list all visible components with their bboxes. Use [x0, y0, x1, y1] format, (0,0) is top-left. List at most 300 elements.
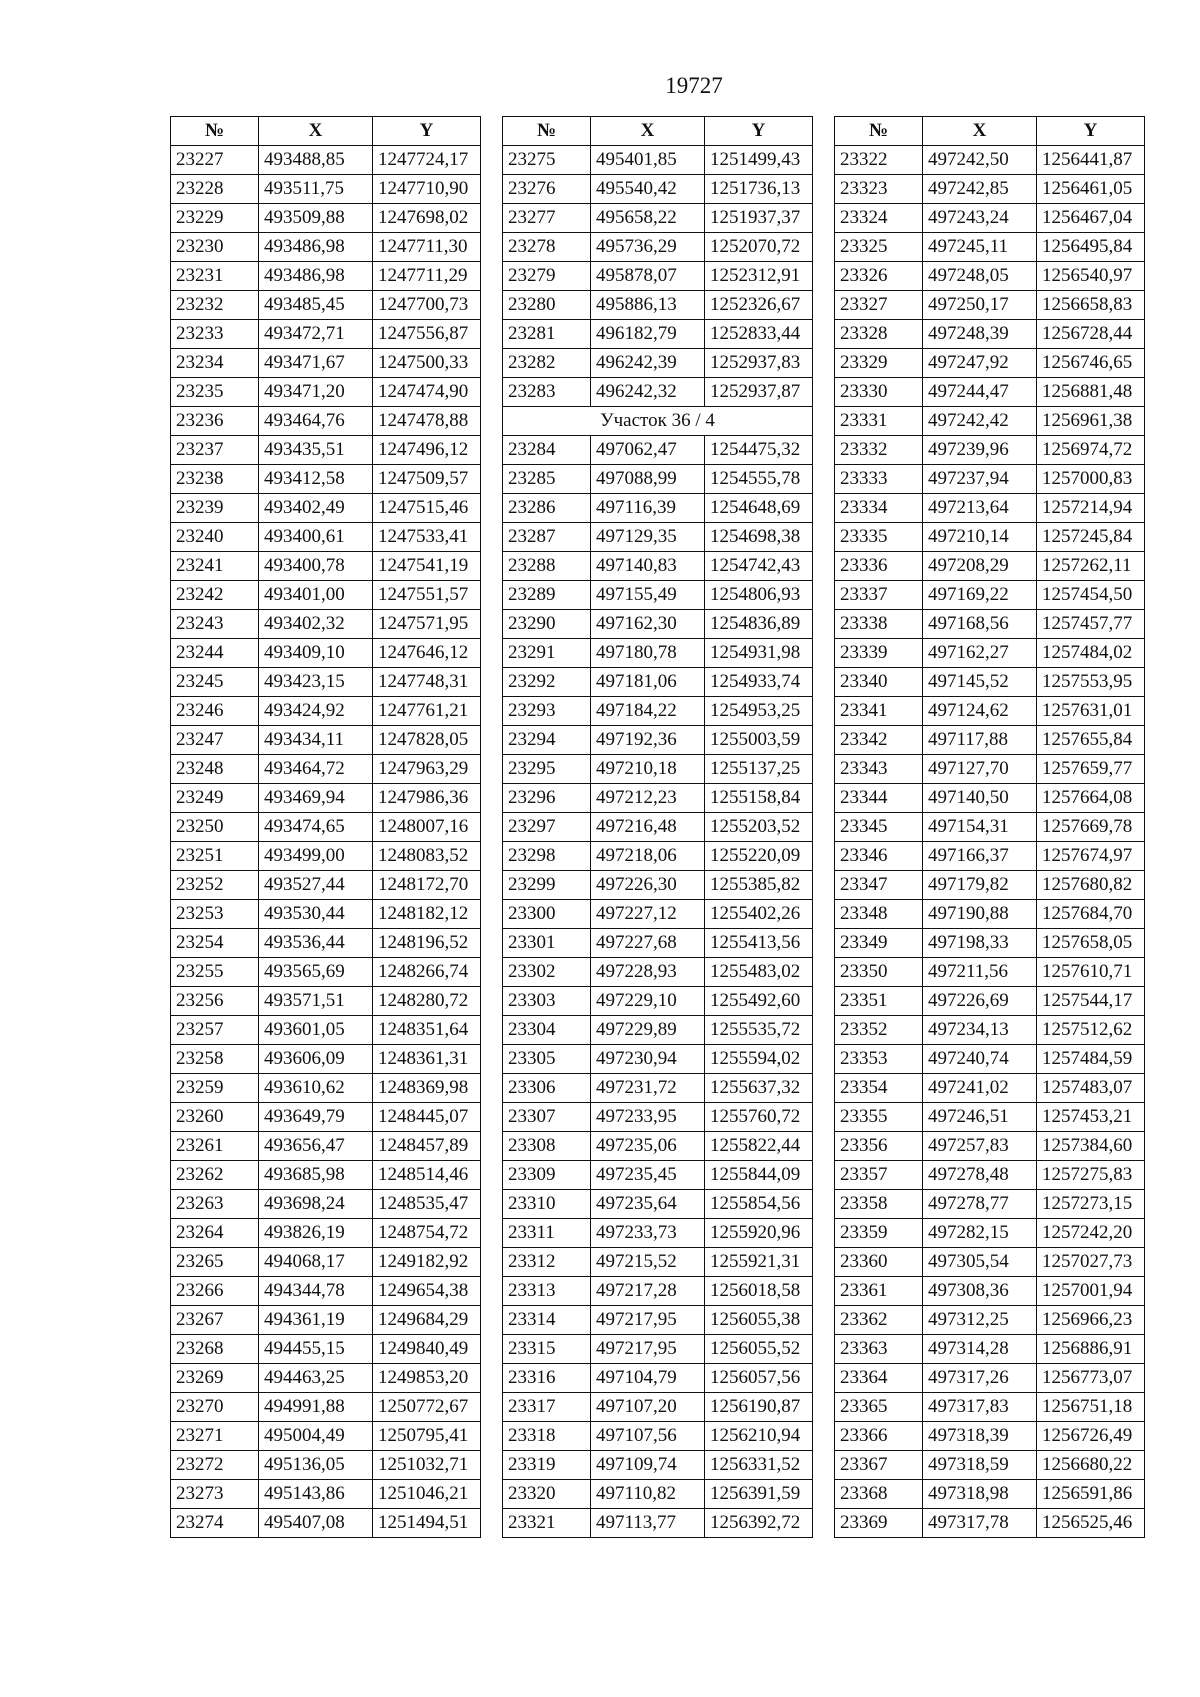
- y-coordinate-cell: 1257000,83: [1037, 465, 1145, 494]
- point-number-cell: 23281: [503, 320, 591, 349]
- table-row: [835, 1480, 1145, 1509]
- table-row: [171, 1277, 481, 1306]
- table-row: [171, 1161, 481, 1190]
- y-coordinate-cell: 1256658,83: [1037, 291, 1145, 320]
- table-row: [503, 262, 813, 291]
- y-coordinate-cell: 1255158,84: [705, 784, 813, 813]
- x-coordinate-cell: 493610,62: [259, 1074, 373, 1103]
- point-number-cell: 23244: [171, 639, 259, 668]
- y-coordinate-cell: 1251046,21: [373, 1480, 481, 1509]
- y-coordinate-cell: 1257674,97: [1037, 842, 1145, 871]
- point-number-cell: 23256: [171, 987, 259, 1016]
- table-row: [171, 610, 481, 639]
- table-row: [171, 987, 481, 1016]
- table-row: [835, 1074, 1145, 1103]
- y-coordinate-cell: 1248280,72: [373, 987, 481, 1016]
- point-number-cell: 23254: [171, 929, 259, 958]
- y-coordinate-cell: 1256746,65: [1037, 349, 1145, 378]
- table-row: [503, 1190, 813, 1219]
- x-coordinate-cell: 497314,28: [923, 1335, 1037, 1364]
- table-row: [503, 1277, 813, 1306]
- point-number-cell: 23245: [171, 668, 259, 697]
- y-coordinate-cell: 1254836,89: [705, 610, 813, 639]
- point-number-cell: 23324: [835, 204, 923, 233]
- table-header-row: [503, 117, 813, 146]
- x-coordinate-cell: 493434,11: [259, 726, 373, 755]
- y-coordinate-cell: 1255920,96: [705, 1219, 813, 1248]
- y-coordinate-cell: 1247828,05: [373, 726, 481, 755]
- x-coordinate-cell: 497110,82: [591, 1480, 705, 1509]
- point-number-cell: 23255: [171, 958, 259, 987]
- y-coordinate-cell: 1256331,52: [705, 1451, 813, 1480]
- x-coordinate-cell: 497217,95: [591, 1306, 705, 1335]
- x-coordinate-cell: 493402,32: [259, 610, 373, 639]
- x-coordinate-cell: 497145,52: [923, 668, 1037, 697]
- y-coordinate-cell: 1255137,25: [705, 755, 813, 784]
- y-coordinate-cell: 1247710,90: [373, 175, 481, 204]
- point-number-cell: 23265: [171, 1248, 259, 1277]
- x-coordinate-cell: 493511,75: [259, 175, 373, 204]
- x-coordinate-cell: 493401,00: [259, 581, 373, 610]
- x-coordinate-cell: 497169,22: [923, 581, 1037, 610]
- x-coordinate-cell: 493435,51: [259, 436, 373, 465]
- table-row: [171, 1422, 481, 1451]
- section-label: Участок 36 / 4: [503, 407, 813, 436]
- point-number-cell: 23243: [171, 610, 259, 639]
- y-coordinate-cell: 1248535,47: [373, 1190, 481, 1219]
- x-coordinate-cell: 497155,49: [591, 581, 705, 610]
- table-row: [503, 610, 813, 639]
- point-number-cell: 23340: [835, 668, 923, 697]
- point-number-cell: 23313: [503, 1277, 591, 1306]
- table-row: [835, 610, 1145, 639]
- x-coordinate-cell: 497242,85: [923, 175, 1037, 204]
- header-number: №: [171, 117, 259, 146]
- point-number-cell: 23277: [503, 204, 591, 233]
- table-row: [835, 523, 1145, 552]
- y-coordinate-cell: 1249853,20: [373, 1364, 481, 1393]
- x-coordinate-cell: 497154,31: [923, 813, 1037, 842]
- point-number-cell: 23360: [835, 1248, 923, 1277]
- y-coordinate-cell: 1256190,87: [705, 1393, 813, 1422]
- x-coordinate-cell: 497308,36: [923, 1277, 1037, 1306]
- table-row: [171, 436, 481, 465]
- point-number-cell: 23356: [835, 1132, 923, 1161]
- x-coordinate-cell: 497239,96: [923, 436, 1037, 465]
- point-number-cell: 23304: [503, 1016, 591, 1045]
- x-coordinate-cell: 497241,02: [923, 1074, 1037, 1103]
- table-row: [835, 1016, 1145, 1045]
- point-number-cell: 23301: [503, 929, 591, 958]
- point-number-cell: 23318: [503, 1422, 591, 1451]
- x-coordinate-cell: 497235,64: [591, 1190, 705, 1219]
- x-coordinate-cell: 494991,88: [259, 1393, 373, 1422]
- table-row: [503, 1451, 813, 1480]
- y-coordinate-cell: 1250795,41: [373, 1422, 481, 1451]
- y-coordinate-cell: 1247963,29: [373, 755, 481, 784]
- y-coordinate-cell: 1257262,11: [1037, 552, 1145, 581]
- y-coordinate-cell: 1256961,38: [1037, 407, 1145, 436]
- y-coordinate-cell: 1256726,49: [1037, 1422, 1145, 1451]
- point-number-cell: 23363: [835, 1335, 923, 1364]
- y-coordinate-cell: 1247761,21: [373, 697, 481, 726]
- point-number-cell: 23233: [171, 320, 259, 349]
- table-row: [835, 1277, 1145, 1306]
- point-number-cell: 23230: [171, 233, 259, 262]
- x-coordinate-cell: 495886,13: [591, 291, 705, 320]
- y-coordinate-cell: 1256728,44: [1037, 320, 1145, 349]
- y-coordinate-cell: 1247474,90: [373, 378, 481, 407]
- table-row: [835, 1045, 1145, 1074]
- table-row: [171, 552, 481, 581]
- y-coordinate-cell: 1247515,46: [373, 494, 481, 523]
- point-number-cell: 23291: [503, 639, 591, 668]
- point-number-cell: 23274: [171, 1509, 259, 1538]
- y-coordinate-cell: 1256751,18: [1037, 1393, 1145, 1422]
- table-row: [171, 233, 481, 262]
- y-coordinate-cell: 1256881,48: [1037, 378, 1145, 407]
- header-number: №: [503, 117, 591, 146]
- point-number-cell: 23259: [171, 1074, 259, 1103]
- x-coordinate-cell: 497180,78: [591, 639, 705, 668]
- table-row: [503, 1422, 813, 1451]
- y-coordinate-cell: 1248457,89: [373, 1132, 481, 1161]
- y-coordinate-cell: 1257483,07: [1037, 1074, 1145, 1103]
- x-coordinate-cell: 497166,37: [923, 842, 1037, 871]
- table-row: [503, 146, 813, 175]
- point-number-cell: 23334: [835, 494, 923, 523]
- point-number-cell: 23268: [171, 1335, 259, 1364]
- table-row: [503, 349, 813, 378]
- table-row: [503, 1480, 813, 1509]
- x-coordinate-cell: 493471,20: [259, 378, 373, 407]
- table-body: [835, 146, 1145, 1538]
- point-number-cell: 23317: [503, 1393, 591, 1422]
- y-coordinate-cell: 1251032,71: [373, 1451, 481, 1480]
- y-coordinate-cell: 1255921,31: [705, 1248, 813, 1277]
- header-y: Y: [373, 117, 481, 146]
- y-coordinate-cell: 1256540,97: [1037, 262, 1145, 291]
- table-row: [835, 1248, 1145, 1277]
- table-row: [835, 726, 1145, 755]
- point-number-cell: 23264: [171, 1219, 259, 1248]
- x-coordinate-cell: 497107,56: [591, 1422, 705, 1451]
- y-coordinate-cell: 1255844,09: [705, 1161, 813, 1190]
- x-coordinate-cell: 495658,22: [591, 204, 705, 233]
- y-coordinate-cell: 1255594,02: [705, 1045, 813, 1074]
- x-coordinate-cell: 497210,18: [591, 755, 705, 784]
- y-coordinate-cell: 1255402,26: [705, 900, 813, 929]
- y-coordinate-cell: 1257659,77: [1037, 755, 1145, 784]
- x-coordinate-cell: 497140,83: [591, 552, 705, 581]
- x-coordinate-cell: 497211,56: [923, 958, 1037, 987]
- x-coordinate-cell: 493400,78: [259, 552, 373, 581]
- x-coordinate-cell: 497117,88: [923, 726, 1037, 755]
- y-coordinate-cell: 1249684,29: [373, 1306, 481, 1335]
- y-coordinate-cell: 1257273,15: [1037, 1190, 1145, 1219]
- y-coordinate-cell: 1254742,43: [705, 552, 813, 581]
- table-row: [171, 1509, 481, 1538]
- x-coordinate-cell: 497140,50: [923, 784, 1037, 813]
- point-number-cell: 23327: [835, 291, 923, 320]
- y-coordinate-cell: 1257512,62: [1037, 1016, 1145, 1045]
- y-coordinate-cell: 1249182,92: [373, 1248, 481, 1277]
- y-coordinate-cell: 1255203,52: [705, 813, 813, 842]
- y-coordinate-cell: 1256495,84: [1037, 233, 1145, 262]
- y-coordinate-cell: 1248182,12: [373, 900, 481, 929]
- x-coordinate-cell: 497162,27: [923, 639, 1037, 668]
- point-number-cell: 23276: [503, 175, 591, 204]
- point-number-cell: 23342: [835, 726, 923, 755]
- table-row: [835, 1335, 1145, 1364]
- table-row: [171, 349, 481, 378]
- table-row: [171, 175, 481, 204]
- x-coordinate-cell: 493826,19: [259, 1219, 373, 1248]
- x-coordinate-cell: 497104,79: [591, 1364, 705, 1393]
- point-number-cell: 23352: [835, 1016, 923, 1045]
- x-coordinate-cell: 497235,06: [591, 1132, 705, 1161]
- table-row: [171, 1364, 481, 1393]
- x-coordinate-cell: 497198,33: [923, 929, 1037, 958]
- table-row: [171, 1335, 481, 1364]
- table-row: [835, 1306, 1145, 1335]
- y-coordinate-cell: 1249654,38: [373, 1277, 481, 1306]
- table-row: [835, 465, 1145, 494]
- point-number-cell: 23228: [171, 175, 259, 204]
- table-row: [835, 407, 1145, 436]
- x-coordinate-cell: 497247,92: [923, 349, 1037, 378]
- y-coordinate-cell: 1252937,87: [705, 378, 813, 407]
- table-row: [503, 1219, 813, 1248]
- x-coordinate-cell: 497226,30: [591, 871, 705, 900]
- y-coordinate-cell: 1256966,23: [1037, 1306, 1145, 1335]
- table-row: [171, 1132, 481, 1161]
- y-coordinate-cell: 1247478,88: [373, 407, 481, 436]
- x-coordinate-cell: 497124,62: [923, 697, 1037, 726]
- point-number-cell: 23251: [171, 842, 259, 871]
- table-row: [171, 1016, 481, 1045]
- point-number-cell: 23344: [835, 784, 923, 813]
- table-row: [171, 581, 481, 610]
- x-coordinate-cell: 497217,28: [591, 1277, 705, 1306]
- y-coordinate-cell: 1257214,94: [1037, 494, 1145, 523]
- x-coordinate-cell: 497213,64: [923, 494, 1037, 523]
- table-row: [171, 1451, 481, 1480]
- y-coordinate-cell: 1256210,94: [705, 1422, 813, 1451]
- y-coordinate-cell: 1247500,33: [373, 349, 481, 378]
- y-coordinate-cell: 1257457,77: [1037, 610, 1145, 639]
- x-coordinate-cell: 493423,15: [259, 668, 373, 697]
- point-number-cell: 23249: [171, 784, 259, 813]
- y-coordinate-cell: 1247496,12: [373, 436, 481, 465]
- y-coordinate-cell: 1252326,67: [705, 291, 813, 320]
- x-coordinate-cell: 493400,61: [259, 523, 373, 552]
- table-row: [503, 958, 813, 987]
- table-row: [503, 755, 813, 784]
- x-coordinate-cell: 497208,29: [923, 552, 1037, 581]
- point-number-cell: 23350: [835, 958, 923, 987]
- point-number-cell: 23227: [171, 146, 259, 175]
- x-coordinate-cell: 497317,78: [923, 1509, 1037, 1538]
- x-coordinate-cell: 497233,95: [591, 1103, 705, 1132]
- y-coordinate-cell: 1256461,05: [1037, 175, 1145, 204]
- coordinate-table-3: [834, 116, 1145, 1538]
- table-row: [171, 900, 481, 929]
- table-row: [503, 842, 813, 871]
- y-coordinate-cell: 1248196,52: [373, 929, 481, 958]
- y-coordinate-cell: 1257655,84: [1037, 726, 1145, 755]
- y-coordinate-cell: 1255220,09: [705, 842, 813, 871]
- y-coordinate-cell: 1256591,86: [1037, 1480, 1145, 1509]
- x-coordinate-cell: 497244,47: [923, 378, 1037, 407]
- x-coordinate-cell: 497062,47: [591, 436, 705, 465]
- x-coordinate-cell: 495878,07: [591, 262, 705, 291]
- x-coordinate-cell: 493474,65: [259, 813, 373, 842]
- point-number-cell: 23323: [835, 175, 923, 204]
- x-coordinate-cell: 493601,05: [259, 1016, 373, 1045]
- point-number-cell: 23288: [503, 552, 591, 581]
- y-coordinate-cell: 1254806,93: [705, 581, 813, 610]
- point-number-cell: 23310: [503, 1190, 591, 1219]
- y-coordinate-cell: 1257664,08: [1037, 784, 1145, 813]
- point-number-cell: 23319: [503, 1451, 591, 1480]
- point-number-cell: 23328: [835, 320, 923, 349]
- table-row: [503, 697, 813, 726]
- table-row: [171, 784, 481, 813]
- point-number-cell: 23242: [171, 581, 259, 610]
- table-row: [835, 1161, 1145, 1190]
- table-row: [503, 639, 813, 668]
- table-row: [503, 1103, 813, 1132]
- point-number-cell: 23282: [503, 349, 591, 378]
- y-coordinate-cell: 1257658,05: [1037, 929, 1145, 958]
- table-row: [835, 552, 1145, 581]
- x-coordinate-cell: 497317,83: [923, 1393, 1037, 1422]
- table-row: [171, 494, 481, 523]
- x-coordinate-cell: 497243,24: [923, 204, 1037, 233]
- y-coordinate-cell: 1256018,58: [705, 1277, 813, 1306]
- x-coordinate-cell: 497184,22: [591, 697, 705, 726]
- point-number-cell: 23232: [171, 291, 259, 320]
- x-coordinate-cell: 493649,79: [259, 1103, 373, 1132]
- point-number-cell: 23295: [503, 755, 591, 784]
- table-row: [835, 378, 1145, 407]
- y-coordinate-cell: 1252937,83: [705, 349, 813, 378]
- x-coordinate-cell: 497109,74: [591, 1451, 705, 1480]
- table-row: [171, 378, 481, 407]
- point-number-cell: 23236: [171, 407, 259, 436]
- point-number-cell: 23302: [503, 958, 591, 987]
- point-number-cell: 23297: [503, 813, 591, 842]
- point-number-cell: 23366: [835, 1422, 923, 1451]
- y-coordinate-cell: 1248754,72: [373, 1219, 481, 1248]
- point-number-cell: 23287: [503, 523, 591, 552]
- point-number-cell: 23290: [503, 610, 591, 639]
- table-row: [171, 291, 481, 320]
- y-coordinate-cell: 1254698,38: [705, 523, 813, 552]
- x-coordinate-cell: 497113,77: [591, 1509, 705, 1538]
- x-coordinate-cell: 497278,77: [923, 1190, 1037, 1219]
- x-coordinate-cell: 493606,09: [259, 1045, 373, 1074]
- point-number-cell: 23240: [171, 523, 259, 552]
- table-row: [503, 175, 813, 204]
- x-coordinate-cell: 497210,14: [923, 523, 1037, 552]
- table-row: [503, 378, 813, 407]
- point-number-cell: 23300: [503, 900, 591, 929]
- point-number-cell: 23339: [835, 639, 923, 668]
- y-coordinate-cell: 1257484,59: [1037, 1045, 1145, 1074]
- table-row: [171, 262, 481, 291]
- point-number-cell: 23258: [171, 1045, 259, 1074]
- x-coordinate-cell: 493402,49: [259, 494, 373, 523]
- x-coordinate-cell: 497312,25: [923, 1306, 1037, 1335]
- point-number-cell: 23298: [503, 842, 591, 871]
- y-coordinate-cell: 1254475,32: [705, 436, 813, 465]
- x-coordinate-cell: 497305,54: [923, 1248, 1037, 1277]
- point-number-cell: 23303: [503, 987, 591, 1016]
- table-row: [835, 1393, 1145, 1422]
- y-coordinate-cell: 1256392,72: [705, 1509, 813, 1538]
- point-number-cell: 23365: [835, 1393, 923, 1422]
- y-coordinate-cell: 1257384,60: [1037, 1132, 1145, 1161]
- table-row: [503, 204, 813, 233]
- table-row: [171, 1045, 481, 1074]
- table-row: [171, 813, 481, 842]
- y-coordinate-cell: 1255413,56: [705, 929, 813, 958]
- point-number-cell: 23266: [171, 1277, 259, 1306]
- y-coordinate-cell: 1248266,74: [373, 958, 481, 987]
- header-x: X: [591, 117, 705, 146]
- y-coordinate-cell: 1248361,31: [373, 1045, 481, 1074]
- point-number-cell: 23285: [503, 465, 591, 494]
- point-number-cell: 23320: [503, 1480, 591, 1509]
- x-coordinate-cell: 497116,39: [591, 494, 705, 523]
- y-coordinate-cell: 1257245,84: [1037, 523, 1145, 552]
- point-number-cell: 23307: [503, 1103, 591, 1132]
- point-number-cell: 23353: [835, 1045, 923, 1074]
- x-coordinate-cell: 497227,68: [591, 929, 705, 958]
- table-row: [835, 1451, 1145, 1480]
- point-number-cell: 23354: [835, 1074, 923, 1103]
- y-coordinate-cell: 1256055,38: [705, 1306, 813, 1335]
- x-coordinate-cell: 494068,17: [259, 1248, 373, 1277]
- point-number-cell: 23250: [171, 813, 259, 842]
- point-number-cell: 23280: [503, 291, 591, 320]
- table-row: [835, 233, 1145, 262]
- point-number-cell: 23357: [835, 1161, 923, 1190]
- y-coordinate-cell: 1248514,46: [373, 1161, 481, 1190]
- point-number-cell: 23252: [171, 871, 259, 900]
- x-coordinate-cell: 494361,19: [259, 1306, 373, 1335]
- table-row: [835, 842, 1145, 871]
- x-coordinate-cell: 497257,83: [923, 1132, 1037, 1161]
- x-coordinate-cell: 494344,78: [259, 1277, 373, 1306]
- y-coordinate-cell: 1256391,59: [705, 1480, 813, 1509]
- x-coordinate-cell: 493464,72: [259, 755, 373, 784]
- point-number-cell: 23294: [503, 726, 591, 755]
- point-number-cell: 23361: [835, 1277, 923, 1306]
- x-coordinate-cell: 497212,23: [591, 784, 705, 813]
- point-number-cell: 23293: [503, 697, 591, 726]
- x-coordinate-cell: 493472,71: [259, 320, 373, 349]
- x-coordinate-cell: 497228,93: [591, 958, 705, 987]
- point-number-cell: 23369: [835, 1509, 923, 1538]
- table-row: [503, 1509, 813, 1538]
- y-coordinate-cell: 1257544,17: [1037, 987, 1145, 1016]
- header-y: Y: [705, 117, 813, 146]
- y-coordinate-cell: 1256055,52: [705, 1335, 813, 1364]
- table-row: [503, 436, 813, 465]
